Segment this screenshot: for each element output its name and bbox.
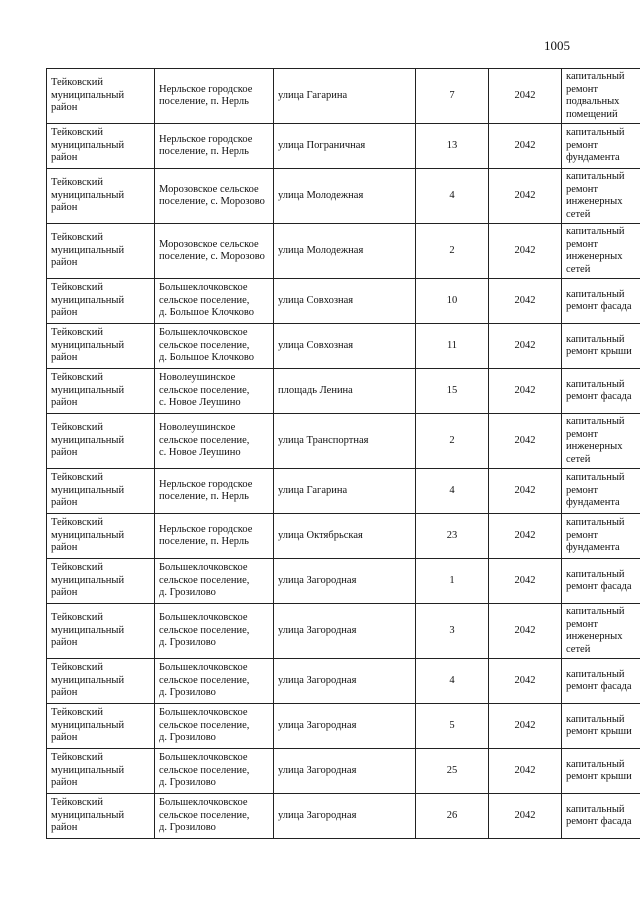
district-cell	[47, 659, 155, 704]
street-cell	[274, 169, 416, 224]
street-cell	[274, 324, 416, 369]
settlement-cell	[155, 224, 274, 279]
work-type-cell-text: капитальный ремонт подвальных помещений	[566, 71, 625, 120]
house-number-cell-text: 4	[449, 674, 455, 686]
street-cell-text: улица Загородная	[278, 764, 357, 776]
table-row	[47, 369, 640, 414]
street-cell	[274, 514, 416, 559]
table-row	[47, 324, 640, 369]
street-cell-text: улица Молодежная	[278, 244, 364, 256]
street-cell	[274, 224, 416, 279]
table-row	[47, 559, 640, 604]
year-cell-text: 2042	[514, 244, 536, 256]
table-row	[47, 604, 640, 659]
year-cell-text: 2042	[514, 189, 536, 201]
settlement-cell-text: Большеклочковское сельское поселение, д. Грозилово	[159, 707, 250, 744]
district-cell	[47, 224, 155, 279]
table-row	[47, 69, 640, 124]
work-type-cell-text: капитальный ремонт инженерных сетей	[566, 416, 625, 465]
work-type-cell-text: капитальный ремонт инженерных сетей	[566, 226, 625, 275]
work-type-cell	[562, 559, 640, 604]
district-cell	[47, 279, 155, 324]
district-cell	[47, 604, 155, 659]
district-cell-text: Тейковский муниципальный район	[51, 422, 125, 459]
street-cell	[274, 559, 416, 604]
settlement-cell-text: Большеклочковское сельское поселение, д. Грозилово	[159, 797, 250, 834]
settlement-cell-text: Новолеушинское сельское поселение, с. Новое Леушино	[159, 372, 250, 409]
year-cell	[489, 414, 562, 469]
work-type-cell	[562, 224, 640, 279]
district-cell-text: Тейковский муниципальный район	[51, 662, 125, 699]
settlement-cell-text: Большеклочковское сельское поселение, д. Большое Клочково	[159, 327, 254, 364]
house-number-cell	[416, 604, 489, 659]
house-number-cell-text: 3	[449, 624, 455, 636]
work-type-cell	[562, 469, 640, 514]
year-cell	[489, 749, 562, 794]
street-cell-text: улица Молодежная	[278, 189, 364, 201]
work-type-cell-text: капитальный ремонт крыши	[566, 333, 632, 357]
year-cell	[489, 279, 562, 324]
district-cell	[47, 414, 155, 469]
year-cell-text: 2042	[514, 809, 536, 821]
work-type-cell	[562, 659, 640, 704]
street-cell-text: улица Гагарина	[278, 484, 348, 496]
settlement-cell	[155, 514, 274, 559]
table-row	[47, 514, 640, 559]
house-number-cell	[416, 279, 489, 324]
work-type-cell-text: капитальный ремонт фасада	[566, 568, 632, 592]
year-cell	[489, 169, 562, 224]
house-number-cell	[416, 749, 489, 794]
work-type-cell-text: капитальный ремонт фасада	[566, 803, 632, 827]
work-type-cell	[562, 324, 640, 369]
settlement-cell	[155, 659, 274, 704]
district-cell	[47, 794, 155, 839]
street-cell-text: улица Загородная	[278, 574, 357, 586]
district-cell	[47, 704, 155, 749]
settlement-cell-text: Нерльское городское поселение, п. Нерль	[159, 133, 253, 157]
street-cell	[274, 659, 416, 704]
year-cell	[489, 704, 562, 749]
district-cell	[47, 124, 155, 169]
work-type-cell	[562, 414, 640, 469]
settlement-cell-text: Большеклочковское сельское поселение, д. Большое Клочково	[159, 282, 254, 319]
district-cell-text: Тейковский муниципальный район	[51, 562, 125, 599]
work-type-cell-text: капитальный ремонт фундамента	[566, 517, 625, 554]
house-number-cell-text: 15	[446, 384, 458, 396]
settlement-cell	[155, 559, 274, 604]
house-number-cell	[416, 704, 489, 749]
year-cell	[489, 514, 562, 559]
house-number-cell-text: 5	[449, 719, 455, 731]
year-cell	[489, 224, 562, 279]
house-number-cell-text: 11	[446, 339, 458, 351]
district-cell	[47, 324, 155, 369]
district-cell-text: Тейковский муниципальный район	[51, 517, 125, 554]
street-cell-text: улица Октябрьская	[278, 529, 363, 541]
district-cell	[47, 369, 155, 414]
year-cell-text: 2042	[514, 139, 536, 151]
work-type-cell	[562, 69, 640, 124]
settlement-cell	[155, 469, 274, 514]
house-number-cell	[416, 324, 489, 369]
year-cell	[489, 124, 562, 169]
district-cell-text: Тейковский муниципальный район	[51, 752, 125, 789]
work-type-cell-text: капитальный ремонт фасада	[566, 668, 632, 692]
house-number-cell-text: 10	[446, 294, 458, 306]
settlement-cell	[155, 704, 274, 749]
district-cell-text: Тейковский муниципальный район	[51, 282, 125, 319]
district-cell	[47, 559, 155, 604]
district-cell-text: Тейковский муниципальный район	[51, 372, 125, 409]
year-cell-text: 2042	[514, 339, 536, 351]
work-type-cell	[562, 749, 640, 794]
house-number-cell	[416, 469, 489, 514]
house-number-cell-text: 1	[449, 574, 455, 586]
street-cell	[274, 604, 416, 659]
repair-registry-table	[46, 68, 640, 839]
district-cell-text: Тейковский муниципальный район	[51, 797, 125, 834]
street-cell-text: улица Загородная	[278, 719, 357, 731]
year-cell-text: 2042	[514, 674, 536, 686]
table-row	[47, 659, 640, 704]
work-type-cell	[562, 704, 640, 749]
settlement-cell-text: Нерльское городское поселение, п. Нерль	[159, 523, 253, 547]
street-cell-text: улица Гагарина	[278, 89, 348, 101]
year-cell	[489, 559, 562, 604]
settlement-cell-text: Новолеушинское сельское поселение, с. Новое Леушино	[159, 422, 250, 459]
work-type-cell-text: капитальный ремонт фундамента	[566, 472, 625, 509]
year-cell-text: 2042	[514, 384, 536, 396]
street-cell-text: улица Совхозная	[278, 294, 354, 306]
table-row	[47, 169, 640, 224]
year-cell-text: 2042	[514, 529, 536, 541]
work-type-cell	[562, 124, 640, 169]
year-cell	[489, 469, 562, 514]
district-cell-text: Тейковский муниципальный район	[51, 127, 125, 164]
district-cell	[47, 69, 155, 124]
work-type-cell-text: капитальный ремонт фасада	[566, 288, 632, 312]
district-cell	[47, 169, 155, 224]
settlement-cell	[155, 604, 274, 659]
house-number-cell	[416, 124, 489, 169]
settlement-cell-text: Нерльское городское поселение, п. Нерль	[159, 478, 253, 502]
work-type-cell	[562, 279, 640, 324]
district-cell-text: Тейковский муниципальный район	[51, 232, 125, 269]
year-cell	[489, 659, 562, 704]
settlement-cell	[155, 369, 274, 414]
settlement-cell	[155, 279, 274, 324]
settlement-cell-text: Нерльское городское поселение, п. Нерль	[159, 83, 253, 107]
district-cell-text: Тейковский муниципальный район	[51, 707, 125, 744]
settlement-cell	[155, 414, 274, 469]
settlement-cell-text: Морозовское сельское поселение, с. Морозово	[159, 183, 265, 207]
table-row	[47, 279, 640, 324]
street-cell-text: улица Загородная	[278, 809, 357, 821]
house-number-cell-text: 23	[446, 529, 458, 541]
street-cell-text: улица Пограничная	[278, 139, 366, 151]
settlement-cell	[155, 69, 274, 124]
district-cell-text: Тейковский муниципальный район	[51, 327, 125, 364]
district-cell-text: Тейковский муниципальный район	[51, 612, 125, 649]
settlement-cell-text: Большеклочковское сельское поселение, д. Грозилово	[159, 662, 250, 699]
table-row	[47, 469, 640, 514]
year-cell	[489, 69, 562, 124]
year-cell	[489, 369, 562, 414]
table-row	[47, 704, 640, 749]
year-cell-text: 2042	[514, 624, 536, 636]
settlement-cell	[155, 324, 274, 369]
street-cell-text: площадь Ленина	[278, 384, 353, 396]
house-number-cell-text: 2	[449, 434, 455, 446]
house-number-cell	[416, 794, 489, 839]
work-type-cell	[562, 169, 640, 224]
house-number-cell	[416, 414, 489, 469]
district-cell-text: Тейковский муниципальный район	[51, 177, 125, 214]
street-cell-text: улица Загородная	[278, 624, 357, 636]
year-cell-text: 2042	[514, 764, 536, 776]
settlement-cell-text: Большеклочковское сельское поселение, д. Грозилово	[159, 752, 250, 789]
work-type-cell-text: капитальный ремонт крыши	[566, 713, 632, 737]
district-cell-text: Тейковский муниципальный район	[51, 77, 125, 114]
year-cell-text: 2042	[514, 89, 536, 101]
work-type-cell	[562, 604, 640, 659]
settlement-cell-text: Морозовское сельское поселение, с. Морозово	[159, 238, 265, 262]
work-type-cell-text: капитальный ремонт фундамента	[566, 127, 625, 164]
house-number-cell	[416, 369, 489, 414]
house-number-cell-text: 7	[449, 89, 455, 101]
street-cell	[274, 124, 416, 169]
street-cell	[274, 469, 416, 514]
street-cell-text: улица Совхозная	[278, 339, 354, 351]
table-row	[47, 749, 640, 794]
house-number-cell	[416, 514, 489, 559]
house-number-cell	[416, 224, 489, 279]
street-cell-text: улица Транспортная	[278, 434, 369, 446]
table-row	[47, 224, 640, 279]
house-number-cell-text: 4	[449, 189, 455, 201]
settlement-cell-text: Большеклочковское сельское поселение, д. Грозилово	[159, 612, 250, 649]
house-number-cell-text: 13	[446, 139, 458, 151]
settlement-cell	[155, 124, 274, 169]
table-body	[47, 69, 640, 839]
page-number: 1005	[544, 38, 570, 53]
work-type-cell-text: капитальный ремонт фасада	[566, 378, 632, 402]
year-cell-text: 2042	[514, 484, 536, 496]
house-number-cell-text: 4	[449, 484, 455, 496]
street-cell	[274, 414, 416, 469]
house-number-cell	[416, 659, 489, 704]
street-cell	[274, 369, 416, 414]
settlement-cell	[155, 794, 274, 839]
year-cell-text: 2042	[514, 719, 536, 731]
work-type-cell	[562, 794, 640, 839]
work-type-cell	[562, 514, 640, 559]
street-cell	[274, 279, 416, 324]
street-cell	[274, 69, 416, 124]
street-cell	[274, 749, 416, 794]
house-number-cell-text: 2	[449, 244, 455, 256]
district-cell-text: Тейковский муниципальный район	[51, 472, 125, 509]
house-number-cell	[416, 559, 489, 604]
house-number-cell-text: 26	[446, 809, 458, 821]
year-cell	[489, 604, 562, 659]
year-cell-text: 2042	[514, 294, 536, 306]
year-cell	[489, 794, 562, 839]
district-cell	[47, 469, 155, 514]
settlement-cell	[155, 749, 274, 794]
work-type-cell-text: капитальный ремонт инженерных сетей	[566, 606, 625, 655]
year-cell-text: 2042	[514, 434, 536, 446]
table-row	[47, 794, 640, 839]
house-number-cell	[416, 69, 489, 124]
table-row	[47, 414, 640, 469]
street-cell	[274, 704, 416, 749]
work-type-cell	[562, 369, 640, 414]
settlement-cell	[155, 169, 274, 224]
street-cell	[274, 794, 416, 839]
settlement-cell-text: Большеклочковское сельское поселение, д. Грозилово	[159, 562, 250, 599]
street-cell-text: улица Загородная	[278, 674, 357, 686]
work-type-cell-text: капитальный ремонт инженерных сетей	[566, 171, 625, 220]
district-cell	[47, 514, 155, 559]
year-cell-text: 2042	[514, 574, 536, 586]
house-number-cell	[416, 169, 489, 224]
table-row	[47, 124, 640, 169]
year-cell	[489, 324, 562, 369]
district-cell	[47, 749, 155, 794]
house-number-cell-text: 25	[446, 764, 458, 776]
work-type-cell-text: капитальный ремонт крыши	[566, 758, 632, 782]
